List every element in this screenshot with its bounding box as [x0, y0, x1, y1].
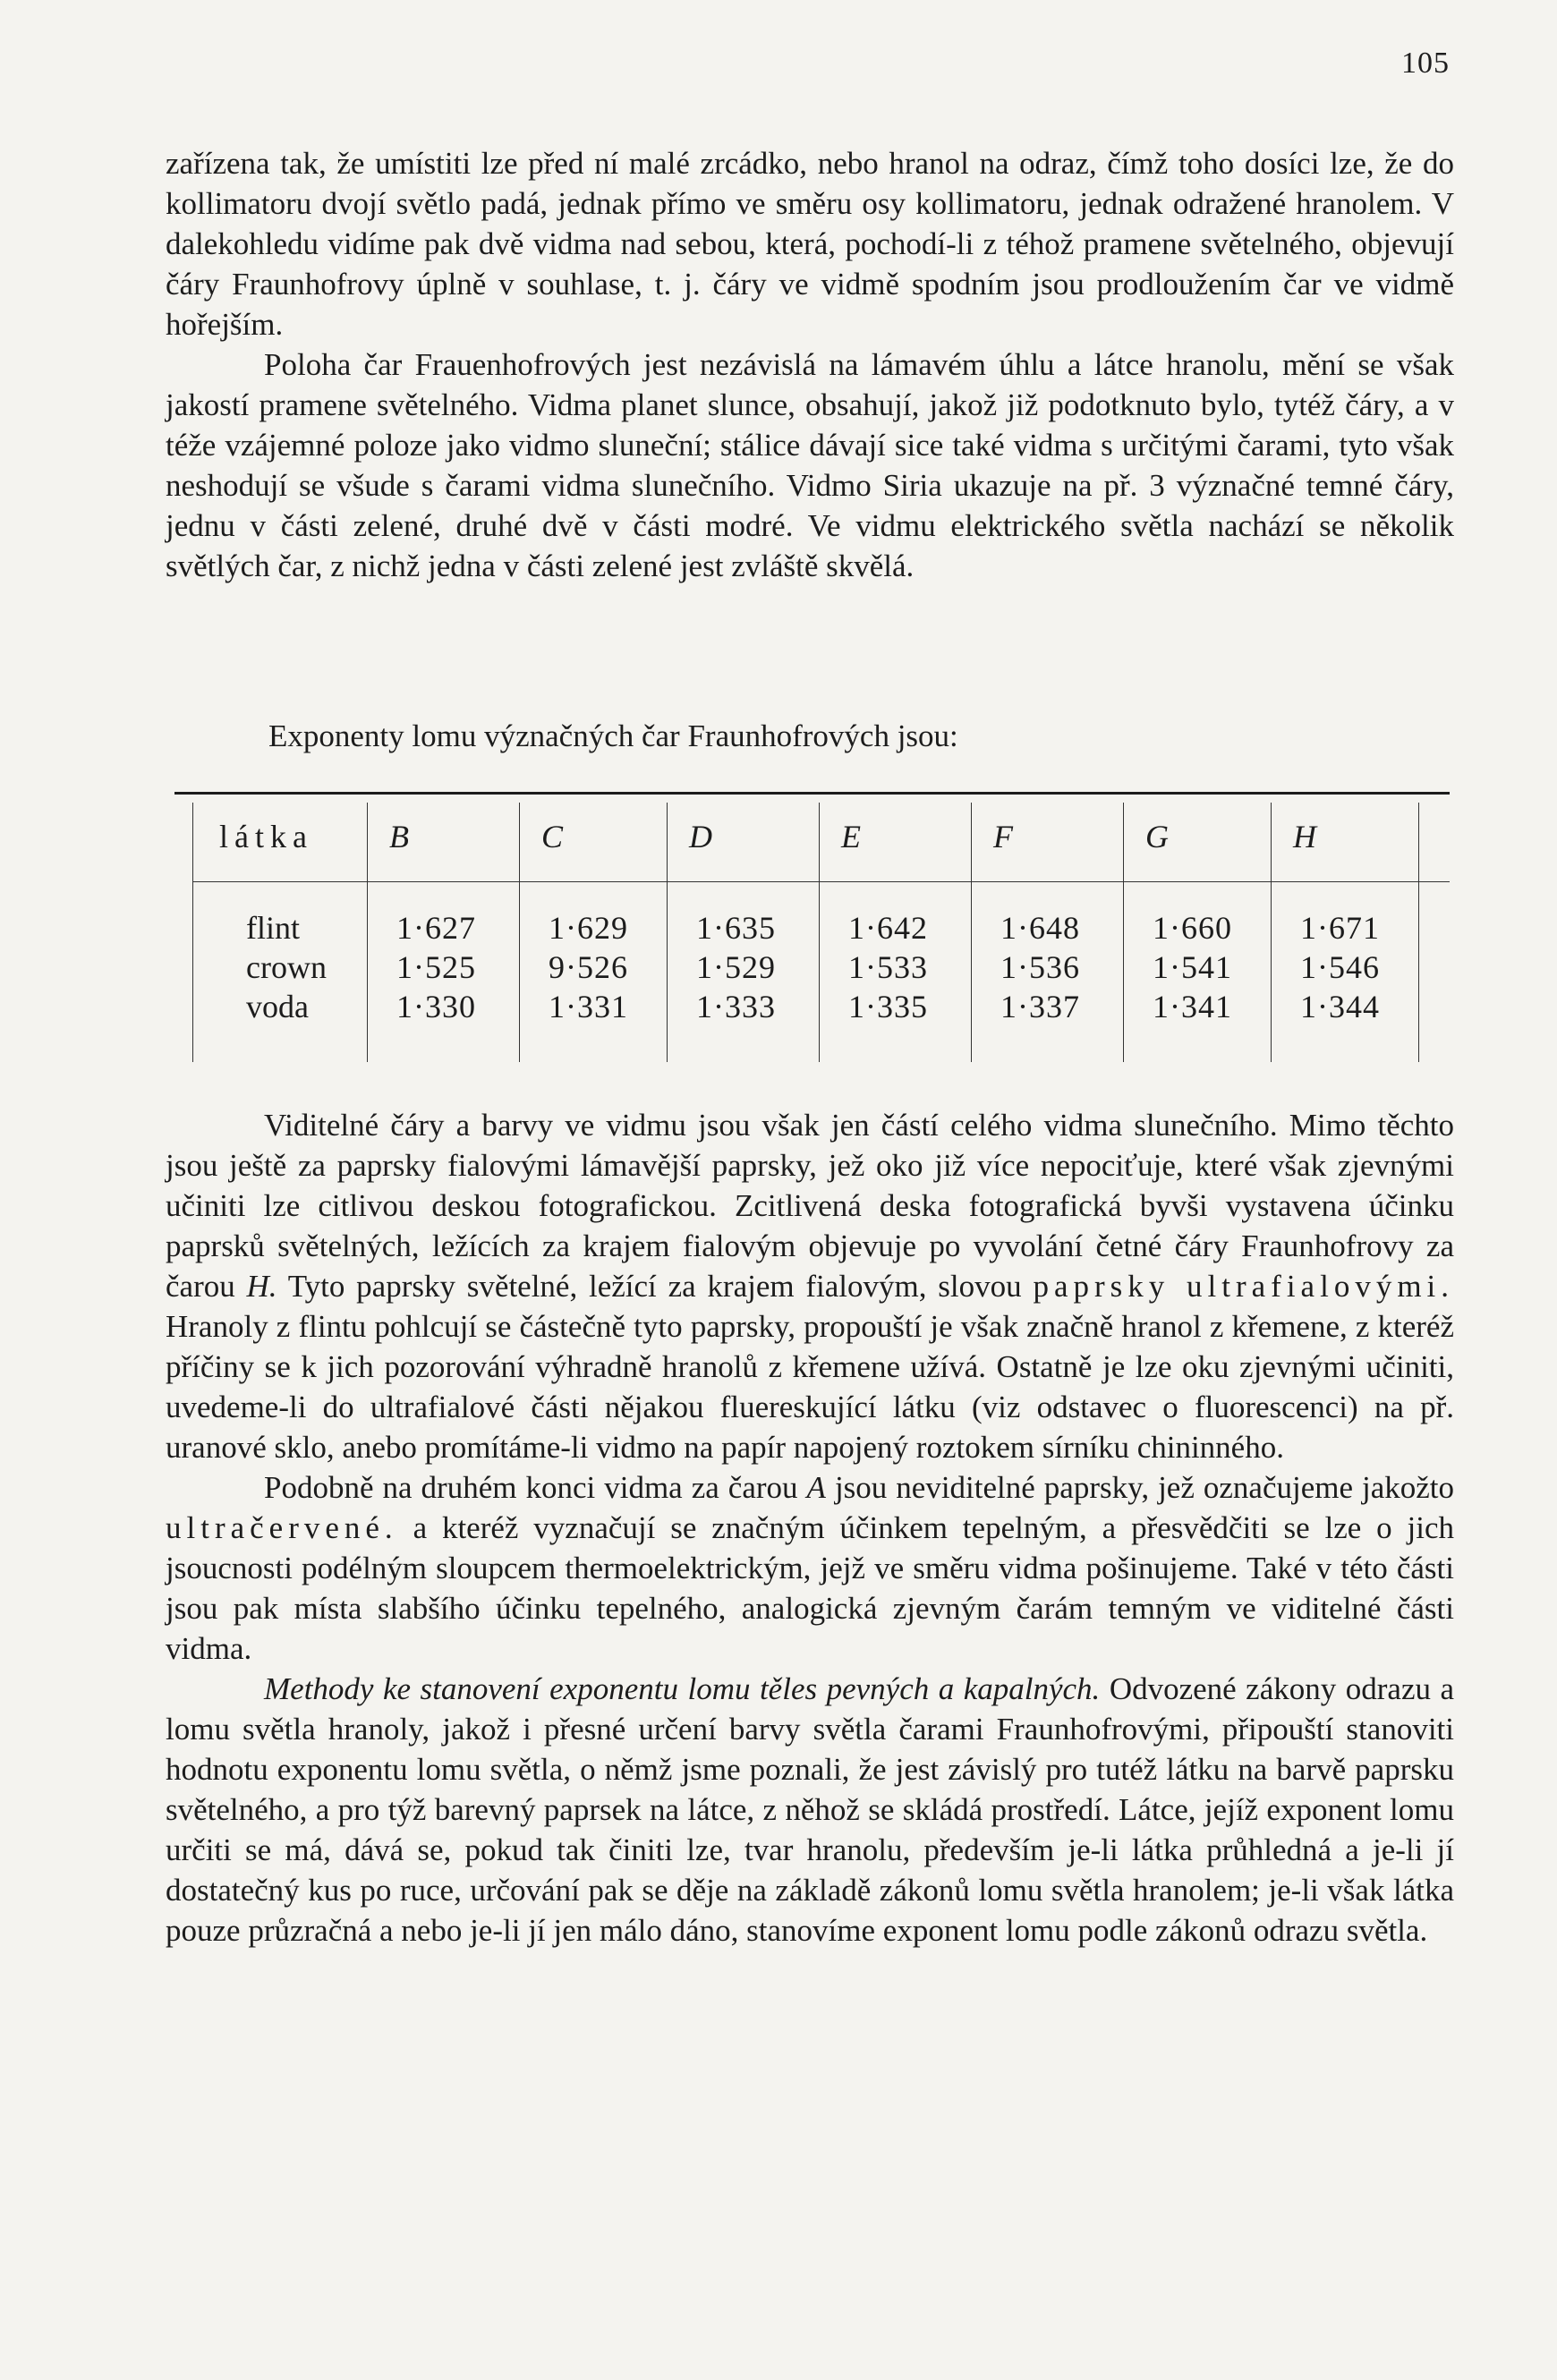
table-column-divider	[1271, 803, 1272, 1062]
table-column-divider	[819, 803, 820, 1062]
table-cell: 1·627	[396, 910, 476, 946]
paragraph-ultraviolet	[166, 1105, 1454, 1467]
paragraph-text: a kteréž vyznačují se značným účinkem tepelným, a přesvědčiti se lze o jich jsoucnosti podélným sloupcem thermoelektrickým, jejž ve směru vidma pošinujeme. Také v této části jsou pak místa slabšího účinku tepelného, analogická zjevným čarám temným ve viditelné části vidma.	[166, 1510, 1454, 1666]
table-caption: Exponenty lomu význačných čar Fraunhofrových jsou:	[268, 718, 958, 753]
paragraph-text: jsou neviditelné paprsky, jež označujeme jakožto	[834, 1470, 1455, 1505]
table-header-c: C	[541, 819, 564, 854]
spaced-term: paprsky ultrafialovými.	[1033, 1269, 1455, 1304]
table-row-label: crown	[246, 949, 327, 985]
paragraph-continuation: zařízena tak, že umístiti lze před ní malé zrcádko, nebo hranol na odraz, čímž toho dosíci lze, že do kollimatoru dvojí světlo padá, jednak přímo ve směru osy kollimatoru, jednak odražené hranolem. V dalekohledu vidíme pak dvě vidma nad sebou, která, pochodí-li z téhož pramene světelného, objevují čáry Fraunhofrovy úplně v souhlase, t. j. čáry ve vidmě spodním jsou prodloužením čar ve vidmě hořejším.	[166, 146, 1454, 342]
paragraph-text: Viditelné čáry a barvy ve vidmu jsou však jen částí celého vidma slunečního. Mimo těchto jsou ještě za paprsky fialovými lámavější paprsky, jež oko již více nepociťuje, které však zjevnými učiniti lze citlivou deskou fotografickou. Zcitlivená deska fotografická byvši vystavena účinku paprsků světelných, ležících za krajem fialovým objevuje po vyvolání četné čáry Fraunhofrovy za čarou	[166, 1108, 1454, 1304]
italic-letter-h: H.	[246, 1269, 277, 1304]
table-cell: 1·648	[1000, 910, 1080, 946]
table-cell: 1·333	[696, 989, 776, 1024]
table-header-e: E	[841, 819, 861, 854]
table-header-g: G	[1145, 819, 1169, 854]
table-cell: 9·526	[549, 949, 628, 985]
table-row-label: flint	[246, 910, 300, 946]
table-cell: 1·660	[1153, 910, 1232, 946]
table-header-d: D	[689, 819, 712, 854]
italic-letter-a: A	[806, 1470, 826, 1505]
text-block-top	[166, 143, 1454, 586]
table-column-divider	[1123, 803, 1124, 1062]
table-cell: 1·331	[549, 989, 628, 1024]
table-cell: 1·642	[848, 910, 928, 946]
table-cell: 1·546	[1300, 949, 1380, 985]
table-header-f: F	[993, 819, 1013, 854]
table-cell: 1·536	[1000, 949, 1080, 985]
table-cell: 1·335	[848, 989, 928, 1024]
table-row-label: voda	[246, 989, 309, 1024]
table-header-rule	[192, 881, 1450, 882]
text-block-bottom	[166, 1105, 1454, 1951]
table-cell: 1·341	[1153, 989, 1232, 1024]
table-cell: 1·525	[396, 949, 476, 985]
paragraph-text: Odvozené zákony odrazu a lomu světla hranoly, jakož i přesné určení barvy světla čarami Fraunhofrovými, připouští stanoviti hodnotu exponentu lomu světla, o němž jsme poznali, že jest závislý pro tutéž látku na barvě paprsku světelného, a pro týž barevný paprsek na látce, z něhož se skládá prostředí. Látce, jejíž exponent lomu určiti se má, dává se, pokud tak činiti lze, tvar hranolu, především je-li látka průhledná a je-li jí dostatečný kus po ruce, určování pak se děje na základě zákonů lomu světla hranolem; je-li však látka pouze průzračná a nebo je-li jí jen málo dáno, stanovíme exponent lomu podle zákonů odrazu světla.	[166, 1671, 1455, 1948]
section-heading-italic: Methody ke stanovení exponentu lomu těles pevných a kapalných.	[264, 1671, 1101, 1706]
table-cell: 1·533	[848, 949, 928, 985]
table-header-h: H	[1293, 819, 1316, 854]
paragraph-infrared	[166, 1467, 1454, 1669]
table-top-rule	[174, 792, 1450, 795]
paragraph-text: Podobně na druhém konci vidma za čarou	[264, 1470, 798, 1505]
table-cell: 1·541	[1153, 949, 1232, 985]
table-column-divider	[367, 803, 368, 1062]
table-column-divider	[1418, 803, 1419, 1062]
table-column-divider	[971, 803, 972, 1062]
spaced-term: ultračervené.	[166, 1510, 398, 1545]
table-cell: 1·529	[696, 949, 776, 985]
table-column-divider	[192, 803, 193, 1062]
refraction-table	[174, 792, 1450, 1069]
table-cell: 1·344	[1300, 989, 1380, 1024]
table-cell: 1·337	[1000, 989, 1080, 1024]
table-column-divider	[519, 803, 520, 1062]
table-header-substance: látka	[219, 819, 313, 854]
paragraph-methods	[166, 1669, 1454, 1951]
paragraph-text: Tyto paprsky světelné, ležící za krajem fialovým, slovou	[287, 1269, 1022, 1304]
paragraph-fraunhofer-lines: Poloha čar Frauenhofrových jest nezávislá na lámavém úhlu a látce hranolu, mění se však jakostí pramene světelného. Vidma planet slunce, obsahují, jakož již podotknuto bylo, tytéž čáry, a v téže vzájemné poloze jako vidmo sluneční; stálice dávají sice také vidma s určitými čarami, tyto však neshodují se všude s čarami vidma slunečního. Vidmo Siria ukazuje na př. 3 význačné temné čáry, jednu v části zelené, druhé dvě v části modré. Ve vidmu elektrického světla nachází se několik světlých čar, z nichž jedna v části zelené jest zvláště skvělá.	[166, 347, 1454, 583]
table-header-b: B	[389, 819, 409, 854]
table-column-divider	[667, 803, 668, 1062]
table-cell: 1·671	[1300, 910, 1380, 946]
page-number: 105	[1401, 47, 1450, 80]
table-cell: 1·629	[549, 910, 628, 946]
paragraph-text: Hranoly z flintu pohlcují se částečně tyto paprsky, propouští je však značně hranol z křemene, z kteréž příčiny se k jich pozorování výhradně hranolů z křemene užívá. Ostatně je lze oku zjevnými učiniti, uvedeme-li do ultrafialové části nějakou fluereskující látku (viz odstavec o fluorescenci) na př. uranové sklo, anebo promítáme-li vidmo na papír napojený roztokem sírníku chininného.	[166, 1309, 1454, 1465]
table-cell: 1·635	[696, 910, 776, 946]
table-cell: 1·330	[396, 989, 476, 1024]
